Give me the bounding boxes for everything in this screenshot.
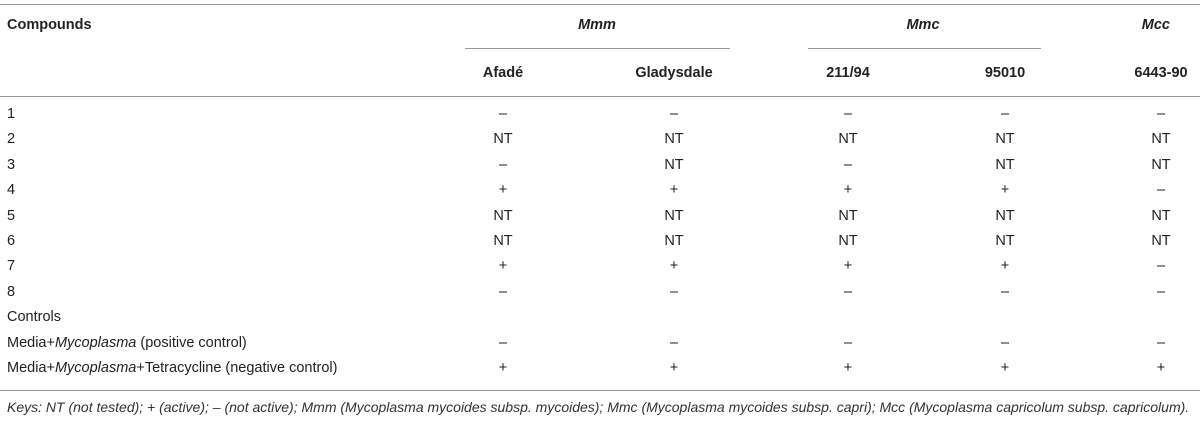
- strain-header-211-94: 211/94: [826, 65, 870, 81]
- compounds-header: Compounds: [7, 17, 92, 33]
- table-cell: NT: [664, 131, 684, 147]
- table-cell: NT: [1151, 208, 1171, 224]
- table-cell: +: [669, 182, 679, 198]
- strain-header-afade: Afadé: [482, 65, 524, 81]
- table-footnote: Keys: NT (not tested); + (active); – (not active); Mmm (Mycoplasma mycoides subsp. mycoides); Mmc (Mycoplasma mycoides subsp. capri); Mcc (Mycoplasma capricolum subsp. capricolum).: [7, 399, 1190, 415]
- table-cell: +: [669, 360, 679, 376]
- group-header-mmc: Mmc: [906, 17, 940, 33]
- table-cell: NT: [664, 157, 684, 173]
- organism-name: Mycoplasma: [54, 360, 137, 376]
- table-cell: NT: [1151, 157, 1171, 173]
- row-label: 2: [7, 131, 16, 147]
- group-header-mmm: Mmm: [578, 17, 616, 33]
- row-label: 5: [7, 208, 16, 224]
- table-cell: –: [498, 106, 508, 122]
- table-cell: NT: [995, 208, 1015, 224]
- table-cell: NT: [664, 208, 684, 224]
- table-cell: NT: [493, 208, 513, 224]
- strain-header-6443-90: 6443-90: [1134, 65, 1188, 81]
- header-rule: [0, 96, 1200, 97]
- table-cell: NT: [838, 233, 858, 249]
- table-cell: NT: [838, 208, 858, 224]
- table-cell: –: [669, 106, 679, 122]
- row-label: 6: [7, 233, 16, 249]
- group-rule-mmc: [808, 48, 1041, 49]
- table-cell: +: [843, 182, 853, 198]
- row-label: 3: [7, 157, 16, 173]
- table-cell: –: [843, 157, 853, 173]
- row-label: [7, 359, 337, 377]
- strain-header-95010: 95010: [984, 65, 1026, 81]
- table-cell: –: [498, 335, 508, 351]
- table-cell: +: [843, 258, 853, 274]
- table-cell: +: [498, 182, 508, 198]
- row-label: 4: [7, 182, 16, 198]
- table-cell: –: [1000, 106, 1010, 122]
- table-cell: +: [1000, 182, 1010, 198]
- table-cell: –: [1156, 106, 1166, 122]
- row-label: 1: [7, 106, 16, 122]
- table-cell: NT: [995, 233, 1015, 249]
- table-cell: –: [843, 106, 853, 122]
- table-cell: NT: [838, 131, 858, 147]
- table-cell: +: [1156, 360, 1166, 376]
- row-label-part: Media+: [7, 360, 55, 376]
- table-cell: –: [1156, 258, 1166, 274]
- table-cell: +: [843, 360, 853, 376]
- row-label: [7, 334, 247, 352]
- table-cell: +: [1000, 360, 1010, 376]
- table-cell: NT: [493, 233, 513, 249]
- table-cell: NT: [493, 131, 513, 147]
- table-cell: –: [1156, 284, 1166, 300]
- table-cell: –: [1000, 284, 1010, 300]
- table-cell: +: [498, 258, 508, 274]
- table-cell: –: [669, 335, 679, 351]
- table-cell: –: [1156, 335, 1166, 351]
- row-label-part: Media+: [7, 335, 55, 351]
- table-cell: –: [1000, 335, 1010, 351]
- bottom-rule: [0, 390, 1200, 391]
- table-cell: NT: [995, 157, 1015, 173]
- row-label-part: +Tetracycline (negative control): [136, 360, 338, 376]
- table-cell: –: [1156, 182, 1166, 198]
- organism-name: Mycoplasma: [54, 335, 137, 351]
- row-label: 7: [7, 258, 16, 274]
- table-cell: –: [843, 284, 853, 300]
- strain-header-gladysdale: Gladysdale: [635, 65, 713, 81]
- row-label: 8: [7, 284, 16, 300]
- table-cell: NT: [1151, 131, 1171, 147]
- top-rule: [0, 4, 1200, 5]
- row-label: Controls: [7, 309, 61, 325]
- table-cell: –: [498, 284, 508, 300]
- group-rule-mmm: [465, 48, 730, 49]
- table-cell: NT: [664, 233, 684, 249]
- group-header-mcc: Mcc: [1141, 17, 1170, 33]
- table-cell: –: [669, 284, 679, 300]
- table-cell: +: [1000, 258, 1010, 274]
- table-cell: NT: [1151, 233, 1171, 249]
- row-label-part: (positive control): [136, 335, 247, 351]
- table-cell: –: [843, 335, 853, 351]
- table-cell: –: [498, 157, 508, 173]
- table-cell: +: [669, 258, 679, 274]
- table-cell: +: [498, 360, 508, 376]
- table-cell: NT: [995, 131, 1015, 147]
